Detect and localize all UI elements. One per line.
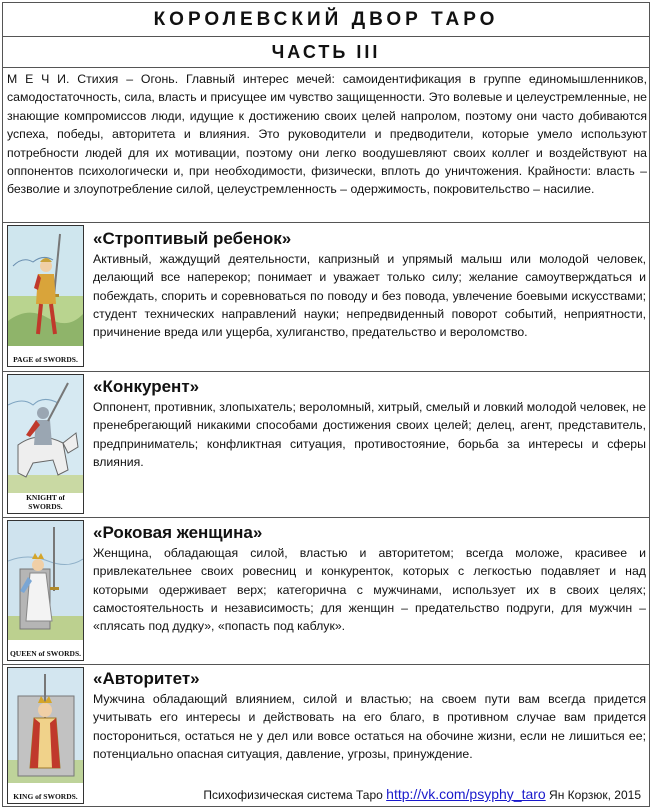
queen-of-swords-card-image [7,520,84,661]
card-heading: «Роковая женщина» [93,523,263,542]
footer-credit [203,786,641,802]
page-title: КОРОЛЕВСКИЙ ДВОР ТАРО [3,3,649,37]
page-subtitle: ЧАСТЬ III [3,37,649,68]
card-label: KNIGHT of SWORDS. [26,493,65,511]
card-description: Активный, жаждущий деятельности, капризный и упрямый малыш или молодой человек, делающий все наперекор; понимает и уважает только силу; желание самоутверждаться и побеждать, спорить и соревноваться по поводу и без повода, увлечение боевыми искусствами; студент технических направлений науки; непредвиденный поворот событий, неприятности, причинение вреда или ущерба, хулиганство, предательство и вероломство. [93,252,646,340]
card-label: KING of SWORDS. [13,792,78,801]
card-heading: «Авторитет» [93,669,200,688]
card-description: Женщина, обладающая силой, властью и авторитетом; всегда моложе, красивее и привлекательнее своих ровесниц и конкуренток, которых с легкостью подавляет и над которыми одерживает верх; категорична с мужчинами, использует их в своих целях; самостоятельность и независимость; для женщин – предательство подруги, для мужчин – «плясать под дудку», «попасть под каблук». [93,546,646,634]
king-of-swords-card-image [7,667,84,804]
footer-link[interactable]: http://vk.com/psyphy_taro [386,786,546,802]
card-description: Оппонент, противник, злопыхатель; вероломный, хитрый, смелый и ловкий молодой человек, не пренебрегающий никакими способами достижения своих целей; делец, агент, представитель, предприниматель; конфликтная ситуация, противостояние, борьба за интересы и сферы влияния. [93,400,646,469]
card-heading: «Строптивый ребенок» [93,229,292,248]
footer-prefix: Психофизическая система Таро [203,788,383,802]
intro-paragraph: М Е Ч И. Стихия – Огонь. Главный интерес мечей: самоидентификация в группе единомышленников, самодостаточность, сила, власть и присущее им чувство защищенности. Это волевые и целеустремленные, не знающие компромиссов люди, идущие к достижению своих целей напролом, поэтому они часто добиваются успеха, победы, авторитета и влияния. Это руководители и предводители, которые умело используют потребности людей для их мотивации, поэтому они легко воодушевляют своих коллег и воздействуют на оппонентов психологически и, при необходимости, физически, вплоть до уничтожения. Крайности: власть – безволие и злоупотребление силой, целеустремленность – одержимость, покровительство – насилие. [7,72,647,197]
page-of-swords-illustration [8,226,83,366]
page-of-swords-card-image [7,225,84,367]
divider [3,517,649,518]
divider [3,222,649,223]
divider [3,371,649,372]
knight-of-swords-card-image [7,374,84,514]
card-label: PAGE of SWORDS. [13,355,78,364]
card-description: Мужчина обладающий влиянием, силой и властью; на своем пути вам всегда придется учитывать его интересы и действовать на его благо, в противном случае вам придется посторониться, остаться не у дел или вовсе остаться на обочине жизни, если не лишиться ее; потенциально опасная ситуация, давление, угрозы, принуждение. [93,692,646,761]
card-heading: «Конкурент» [93,377,200,396]
footer-author: Ян Корзюк, 2015 [549,788,641,802]
tarot-sheet [2,2,650,807]
queen-of-swords-illustration [8,521,83,660]
divider [3,664,649,665]
king-of-swords-illustration [8,668,83,803]
card-label: QUEEN of SWORDS. [9,649,82,658]
